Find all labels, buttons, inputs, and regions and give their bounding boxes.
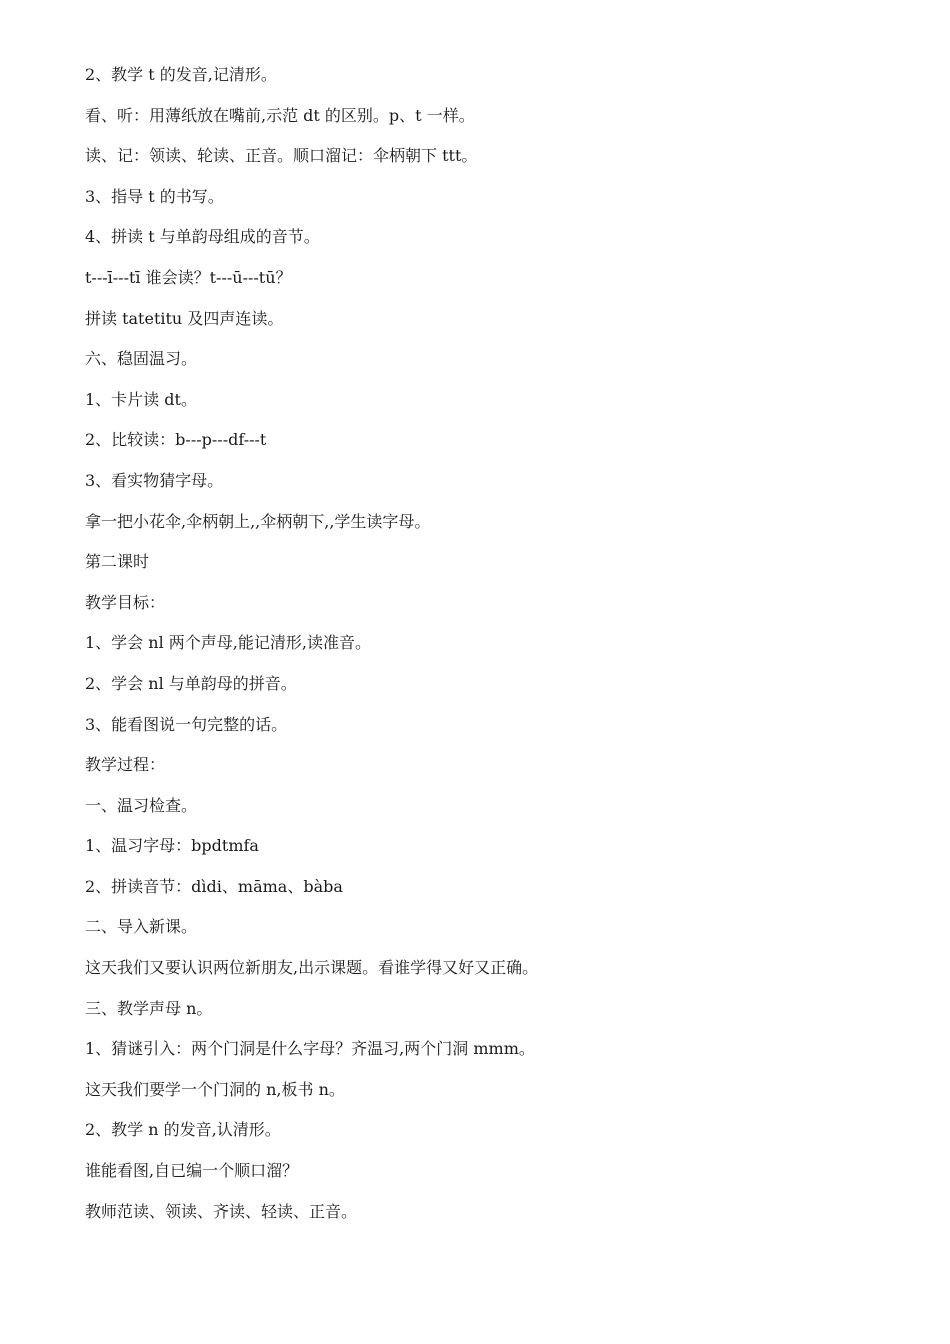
text-line: 2、教学 n 的发音,认清形。 — [85, 1120, 281, 1140]
text-line: 3、看实物猜字母。 — [85, 470, 224, 490]
text-line: 教师范读、领读、齐读、轻读、正音。 — [85, 1201, 358, 1221]
text-line: 2、教学 t 的发音,记清形。 — [85, 65, 277, 84]
text-line: 拿一把小花伞,伞柄朝上,,伞柄朝下,,学生读字母。 — [85, 511, 431, 531]
section-heading: 二、导入新课。 — [85, 917, 198, 937]
text-line: 谁能看图,自已编一个顺口溜？ — [85, 1161, 299, 1181]
document-body — [85, 62, 885, 1239]
text-line: 3、指导 t 的书写。 — [85, 186, 224, 206]
text-line: 2、拼读音节：dìdi、māma、bàba — [85, 876, 343, 896]
text-line: 2、学会 nl 与单韵母的拼音。 — [85, 673, 297, 693]
text-line: 4、拼读 t 与单韵母组成的音节。 — [85, 227, 320, 247]
text-line: t---ī---tī 谁会读？t---ū---tū？ — [85, 267, 292, 287]
section-heading: 三、教学声母 n。 — [85, 998, 213, 1018]
objectives-heading: 教学目标： — [85, 592, 166, 612]
text-line: 这天我们又要认识两位新朋友,出示课题。看谁学得又好又正确。 — [85, 958, 539, 978]
text-line: 1、卡片读 dt。 — [85, 389, 197, 409]
text-line: 2、比较读：b---p---df---t — [85, 430, 267, 450]
process-heading: 教学过程： — [85, 755, 166, 775]
text-line: 这天我们要学一个门洞的 n,板书 n。 — [85, 1079, 345, 1099]
text-line: 3、能看图说一句完整的话。 — [85, 714, 288, 734]
section-heading: 一、温习检查。 — [85, 795, 198, 815]
text-line: 拼读 tatetitu 及四声连读。 — [85, 308, 284, 328]
text-line: 1、温习字母：bpdtmfa — [85, 836, 259, 856]
lesson-heading: 第二课时 — [85, 552, 150, 572]
text-line: 1、猜谜引入：两个门洞是什么字母？齐温习,两个门洞 mmm。 — [85, 1039, 535, 1059]
text-line: 1、学会 nl 两个声母,能记清形,读准音。 — [85, 633, 371, 653]
section-heading: 六、稳固温习。 — [85, 349, 198, 369]
text-line: 看、听：用薄纸放在嘴前,示范 dt 的区别。p、t 一样。 — [85, 105, 475, 125]
text-line: 读、记：领读、轮读、正音。顺口溜记：伞柄朝下 ttt。 — [85, 146, 478, 166]
